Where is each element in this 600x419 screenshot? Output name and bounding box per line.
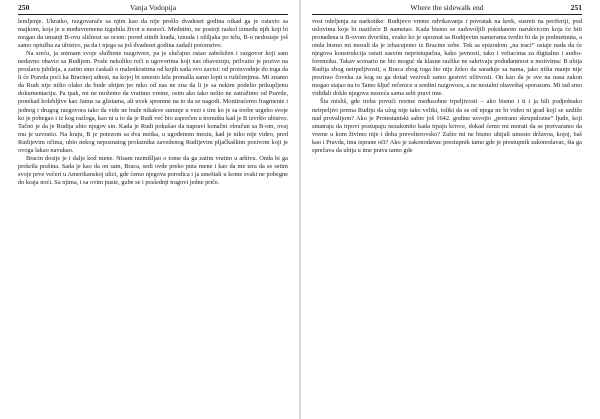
left-paragraph-3: Bracin dosije je i dalje kod mene. Nisam razmišljao o tome da ga zatim vratim u arhivu. Onda bi ga prekrila prašina. Sada je kao da on sam, Braca, sedi ovde preko puta mene i kao da me tera da se setim svoje prve večeri u Amerikanskoj ulici, gde ćemo njegova porodica i ja smeštali u kome svaki ne pobegne do kraja noći. Sa njima, i sa ovim puste, gube se i poslednji tragovi jedne priče.	[18, 154, 288, 186]
left-paragraph-1: lemljenje. Ukratko, razgovarače sa njim kao da nije prošlo dvadeset godina otkad ga je ostavio sa majkom, koja je u međuvremenu izgubila život u nesreći. Međutim, ne postoji raskol između njih koji bi mogao da umanji B-ovu sličnost sa ocem: pored sitnih krađa, iznuda i ožiljaka po telu, B-u nedostaje još samo optužba za ubistvo, pa da i njega sa još dvadeset godina zadaži potomstvo.	[18, 18, 288, 50]
right-paragraph-2: Šta misliš, gde treba povući norme međusobne trpeljivosti – ako bismo i ti i ja bili podjednako netrpeljivi prema Rudiju da ulog nije tako veliki, toliki da se od njega ne bi video ni grad koji se uzdiže nad provalijom? Ako je Protestantski saber još 1642. godine usvojio „pretrano skrupulozne” ljude, koji smatraju da trpovi postupaju nezakonito kada trpaju krivce, dokad ćemo mi morati da se pretvaramo da vreme u kom živimo nije i doba prevolterovsko? Zašto mi ne bismo ubijali umesto državoa, kojoj, baš kao i Pravda, ima isprane oči? Ako je zakonodavac prestupnik tamo gde je prestupnik zakonodavac, šta ga sprečava da ubija u ime prava tamo gde	[312, 98, 582, 154]
right-page-body	[312, 18, 582, 155]
left-page-body	[18, 18, 288, 187]
left-page-number: 250	[18, 3, 30, 12]
left-running-head: Vanja Vodopija	[129, 3, 177, 12]
left-paragraph-2: Na sreću, ja snimam svoje službene razgovore, pa je slučajno ostao zabeležen i razgovor koji sam nedavno obavio sa Rudijem. Posle nekoliko reči u ugovorima koji nas obavezuju, prilvatio je pozive na proslavu jubileja, a zatim smo ćaskali o malenkostima od kojih sada ovo zavisi: od proizvodnje do toga da li će Pravda poći ka Bracinoj adresi, na kojoj bi umesto lela pronašla samo lopti u rušičenjima. Mi znamo da Rudi nije ništo olako da bude ubijen jer niko od nas ne zna da li je sa nekim podelio prikupljenu dokumentaciju. Pa ipak, mi ne možemo da vratimo vreme, osim ako tako nešto ne zatražimo od Pravde, ponekad kolebljive kao Janus sa glistama, ali uvek spremne na to da se nagodi. Montiraćemo fragmente i jednog i drugog razgovora tako da vide ne bude nikakve sumnje u vezi s tim ko je sa toobe urgeho svoje ko je pobegao i iz kog razloga, kao ni u to da je Rudi već bio zaprečen u trenutku kad je B izvršio ubistvo. Tačno je da je Rudija ubio njegov sin. Kada je Rudi pokušao da napravi konačni obračun sa B-om, ovaj mu je uzvratio. Na kraju, B je potezom sa dva metka, u ugođenom mestu, kad je niko nije video, pred Rudijevim očima, ubio nekog nepoznatog prolaznika zavedenog Rudijevim pljačkaškim pozivom koji je ovoga lakao navukao.	[18, 50, 288, 154]
right-paragraph-1: vost odeljenja za narkotike: Rudijevo vreme odvikavanja i povratak na krek, susreti na periferiji, pod uslovima koje bi nazičeće B nametao. Kada bismo se zadovoljili pokidanom narukvicom koja će biti pronađena u B-ovom dvorištu, svako ko je upoznat sa Rudijevim namerama tvrdio bi da je podmetnuta, a onda bismo mi morali da je izbacujemo iz Bracine sobe. Tek sa epizodom „na traci” ostaje nada da će njegova konstrukcija ostati sasvim nepristupačna, kako javnosti, tako i veltacima za digitalnu i audio-forenziku. Takav scenario ne bio moguć da klasne razlike ne sakrivaju poduđantnost u motivima: B ubija Rudija zbog netrpeljivosti, a Braca zbog toga što nije želeo da saraduje sa nama, jako ništa manje nije prezirao čoveka za kog su ga dotad vezivali samo gestovi učtivosti. On kao da je sve na nasa zakon mogao stajao na to Tamo ključ rečenice u sredini razgovora, a ne nestalni obaveštaj sporazum. Mi tad smo vidiđali dokle njegova nesreća sama sebi pravi ime.	[312, 18, 582, 98]
right-running-header	[312, 3, 582, 15]
right-page-number: 251	[570, 3, 582, 12]
left-running-header	[18, 3, 288, 15]
right-page	[300, 0, 600, 419]
right-running-head: Where the sidewalk end	[410, 3, 484, 12]
